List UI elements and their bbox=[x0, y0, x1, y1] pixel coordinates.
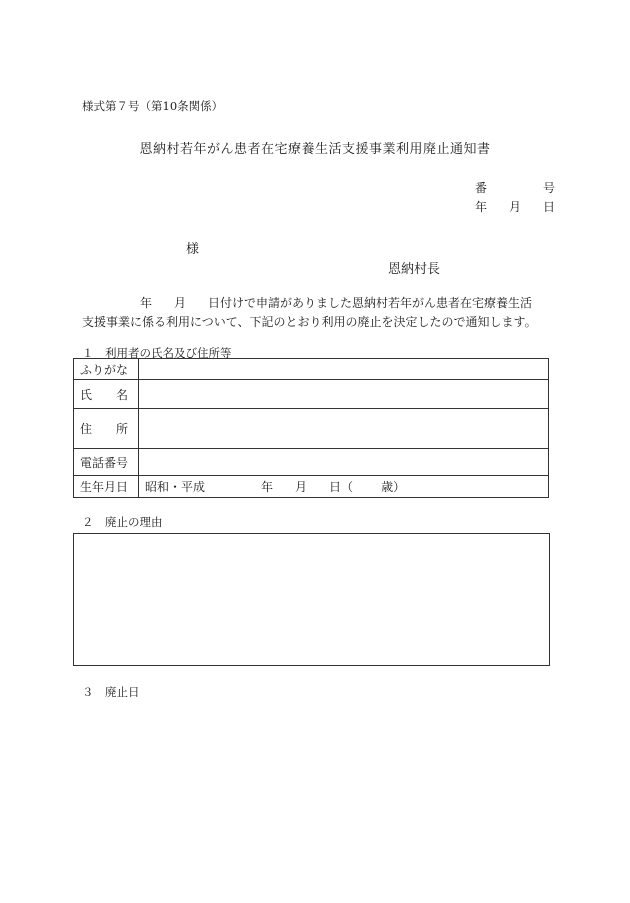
birth-age: 歳） bbox=[381, 480, 406, 494]
birthdate-field[interactable] bbox=[139, 476, 549, 498]
furigana-field[interactable] bbox=[139, 359, 549, 380]
furigana-label-text: ふりがな bbox=[80, 362, 129, 377]
birth-year: 年 bbox=[261, 480, 274, 494]
address-field[interactable] bbox=[139, 409, 549, 449]
reference-number bbox=[475, 179, 555, 196]
name-label: 氏 名 bbox=[74, 380, 139, 409]
name-field[interactable] bbox=[139, 380, 549, 409]
body-line-2: 支援事業に係る利用について、下記のとおり利用の廃止を決定したので通知します。 bbox=[82, 315, 537, 329]
body-month: 月 bbox=[174, 296, 187, 310]
issuer: 恩納村長 bbox=[388, 262, 441, 277]
birth-month: 月 bbox=[295, 480, 308, 494]
reference-date bbox=[475, 198, 555, 215]
recipient-suffix: 様 bbox=[186, 242, 200, 257]
document-title: 恩納村若年がん患者在宅療養生活支援事業利用廃止通知書 bbox=[139, 142, 491, 157]
address-label: 住 所 bbox=[74, 409, 139, 449]
date-year: 年 bbox=[475, 200, 488, 214]
birth-day: 日（ bbox=[329, 480, 354, 494]
furigana-label bbox=[74, 359, 139, 380]
section1-heading: １ 利用者の氏名及び住所等 bbox=[82, 346, 232, 360]
phone-label: 電話番号 bbox=[74, 449, 139, 476]
applicant-info-table bbox=[73, 358, 549, 498]
number-label-right: 号 bbox=[543, 181, 556, 195]
table-row bbox=[74, 359, 549, 380]
table-row bbox=[74, 449, 549, 476]
date-day: 日 bbox=[543, 200, 556, 214]
body-line-1 bbox=[140, 294, 532, 311]
date-month: 月 bbox=[509, 200, 522, 214]
form-number: 様式第７号（第10条関係） bbox=[82, 99, 224, 113]
number-label-left: 番 bbox=[475, 181, 488, 195]
section3-heading: ３ 廃止日 bbox=[82, 685, 140, 699]
birthdate-label: 生年月日 bbox=[74, 476, 139, 498]
phone-field[interactable] bbox=[139, 449, 549, 476]
table-row bbox=[74, 380, 549, 409]
body-year: 年 bbox=[140, 296, 153, 310]
body-line1-rest: 日付けで申請がありました恩納村若年がん患者在宅療養生活 bbox=[208, 296, 533, 310]
table-row bbox=[74, 476, 549, 498]
birth-era: 昭和・平成 bbox=[145, 480, 206, 494]
reason-input-box[interactable] bbox=[73, 533, 550, 666]
section2-heading: ２ 廃止の理由 bbox=[82, 515, 163, 529]
table-row bbox=[74, 409, 549, 449]
